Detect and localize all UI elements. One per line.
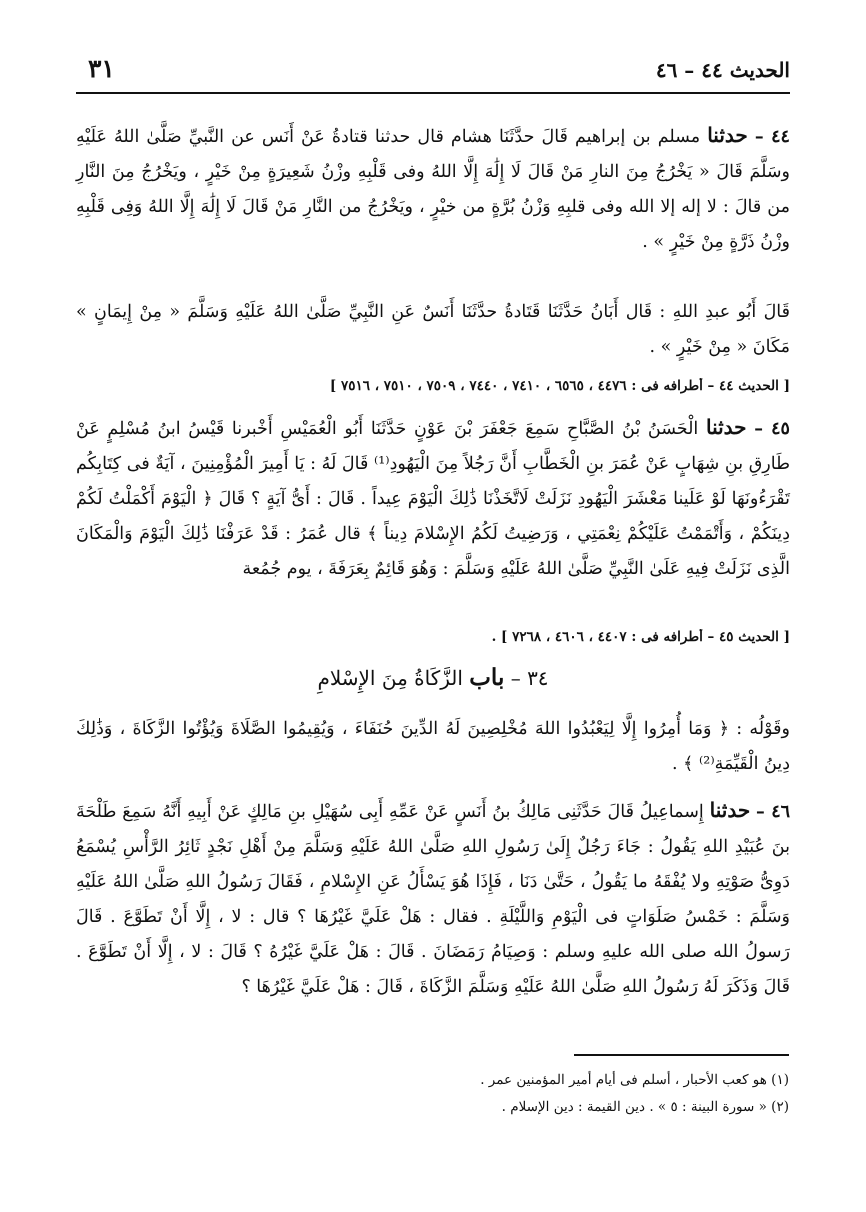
hadith-44-note-text: قَالَ أَبُو عبدِ اللهِ : قَال أَبَانُ حَدَّثَنَا قَتَادةُ حدَّثَنَا أَنَسٌ عَنِ النَّبِيِّ صَلَّىٰ اللهُ عَلَيْهِ وَسَلَّمَ « مِنْ إِيمَانٍ » مَكَانَ « مِنْ خَيْرٍ » . (76, 302, 790, 357)
hadith-46-number: ٤٦ – (756, 802, 790, 822)
hadith-44 (76, 118, 790, 260)
quran-verse-text: وقَوْلُه : ﴿ وَمَا أُمِرُوا إِلَّا لِيَعْبُدُوا اللهَ مُخْلِصِينَ لَهُ الدِّينَ حُنَفَاءَ ، وَيُقِيمُوا الصَّلَاةَ وَيُؤْتُوا الزَّكَاةَ ، وَذَٰلِكَ دِينُ الْقَيِّمَةِ⁽²⁾ ﴾ . (76, 719, 790, 774)
footnote-2: (٢) « سورة البينة : ٥ » . دين القيمة : دين الإسلام . (501, 1099, 789, 1115)
chapter-title: الزَّكَاةُ مِنَ الإِسْلامِ (317, 666, 463, 690)
running-header (76, 52, 790, 94)
chapter-number: ٣٤ – (510, 666, 549, 690)
hadith-45-haddathana: حدثنا (705, 415, 747, 439)
hadith-44-note (76, 295, 790, 365)
hadith-44-number: ٤٤ – (754, 127, 790, 147)
footnote-1: (١) هو كعب الأحبار ، أسلم فى أيام أمير المؤمنين عمر . (480, 1072, 789, 1088)
chapter-heading (76, 664, 790, 691)
page-number: ٣١ (88, 54, 115, 83)
footnote-divider (574, 1054, 789, 1056)
hadith-46-text: إِسماعِيلُ قَالَ حَدَّثَنِى مَالِكُ بنُ أَنَسٍ عَنْ عَمِّهِ أَبِى سُهَيْلِ بنِ مَالِكٍ عَنْ أَبِيهِ أَنَّهُ سَمِعَ طَلْحَةَ بنَ عُبَيْدِ اللهِ يَقُولُ : جَاءَ رَجُلٌ إِلَىٰ رَسُولِ اللهِ صَلَّىٰ اللهُ عَلَيْهِ وَسَلَّمَ مِنْ أَهْلِ نَجْدٍ ثَائِرُ الرَّأْسِ يُسْمَعُ دَوِىُّ صَوْتِهِ ولا يُفْقَهُ ما يَقُولُ ، حَتَّىٰ دَنَا ، فَإِذَا هُوَ يَسْأَلُ عَنِ الإِسْلامِ ، فَقَالَ رَسُولُ اللهِ صَلَّىٰ اللهُ عَلَيْهِ وَسَلَّمَ : خَمْسُ صَلَوَاتٍ فى الْيَوْمِ وَاللَّيْلَةِ . فقال : هَلْ عَلَيَّ غَيْرُهَا ؟ قال : لا ، إِلَّا أَنْ تَطَوَّعَ . قَالَ رَسولُ الله صلى الله عليهِ وسلم : وَصِيَامُ رَمَضَانَ . قَالَ : هَلْ عَلَيَّ غَيْرُهُ ؟ قَالَ : لا ، إِلَّا أَنْ تَطَوَّعَ . قَالَ وَذَكَرَ لَهُ رَسُولُ اللهِ صَلَّىٰ اللهُ عَلَيْهِ وَسَلَّمَ الزَّكَاةَ ، قَالَ : هَلْ عَلَيَّ غَيْرُهَا ؟ (76, 802, 790, 997)
hadith-45-cross-reference: [ الحديث ٤٥ – أطرافه فى : ٤٤٠٧ ، ٤٦٠٦ ، ٧٢٦٨ ] . (491, 629, 790, 645)
quran-verse (76, 712, 790, 782)
hadith-45-number: ٤٥ – (754, 419, 790, 439)
hadith-45 (76, 410, 790, 587)
chapter-bab-label: باب (469, 664, 505, 691)
hadith-44-text: مسلم بن إبراهيم قَالَ حدَّثَنَا هشام قال حدثنا قتادةُ عَنْ أَنَس عن النَّبيِّ صَلَّىٰ اللهُ عَلَيْهِ وسَلَّمَ قَالَ « يَخْرُجُ مِنَ النارِ مَنْ قَالَ لَا إِلَٰهَ إِلَّا اللهُ وفى قَلْبِهِ وزْنُ شَعِيرَةٍ مِنْ خَيْرٍ ، ويَخْرُجُ مِنَ النَّارِ من قالَ : لا إله إلا الله وفى قلبِهِ وَزْنُ بُرَّةٍ من خيْرٍ ، ويَخْرُجُ من النَّارِ مَنْ قَالَ لَا إِلَٰهَ إِلَّا اللهُ وَفِى قَلْبِهِ وزْنُ ذَرَّةٍ مِنْ خَيْرٍ » . (76, 127, 790, 252)
hadith-44-cross-reference: [ الحديث ٤٤ – أطرافه فى : ٤٤٧٦ ، ٦٥٦٥ ، ٧٤١٠ ، ٧٤٤٠ ، ٧٥٠٩ ، ٧٥١٠ ، ٧٥١٦ ] (329, 378, 790, 394)
hadith-44-haddathana: حدثنا (707, 123, 748, 147)
hadith-46-haddathana: حدثنا (709, 798, 751, 822)
hadith-45-text: الْحَسَنُ بْنُ الصَّبَّاحِ سَمِعَ جَعْفَرَ بْنَ عَوْنٍ حَدَّثَنَا أَبُو الْعُمَيْسِ أَخْبرنا قَيْسُ ابنُ مُسْلِمٍ عَنْ طَارِقِ بنِ شِهَابٍ عَنْ عُمَرَ بنِ الْخَطَّابِ أَنَّ رَجُلاً مِنَ الْيَهُودِ⁽¹⁾ قَالَ لَهُ : يَا أَمِيرَ الْمُؤْمِنِينَ ، آيَةٌ فى كِتَابِكُم تَقْرَءُونَهَا لَوْ عَلَينا مَعْشَرَ الْيَهُودِ نَزَلَتْ لَاتَّخَذْنَا ذَٰلِكَ الْيَوْمَ عِيداً . قَالَ : أَىُّ آيَةٍ ؟ قَالَ ﴿ الْيَوْمَ أَكْمَلْتُ لَكُمْ دِينَكُمْ ، وَأَتْمَمْتُ عَلَيْكُمْ نِعْمَتِي ، وَرَضِيتُ لَكُمُ الإِسْلامَ دِيناً ﴾ قال عُمَرُ : قَدْ عَرَفْنَا ذَٰلِكَ الْيَوْمَ وَالْمَكَانَ الَّذِى نَزَلَتْ فِيهِ عَلَىٰ النَّبِيِّ صَلَّىٰ اللهُ عَلَيْهِ وَسَلَّمَ : وَهُوَ قَائِمٌ بِعَرَفَةَ ، يوم جُمُعة (76, 419, 790, 579)
header-title: الحديث ٤٤ – ٤٦ (655, 58, 790, 82)
hadith-46 (76, 793, 790, 1005)
